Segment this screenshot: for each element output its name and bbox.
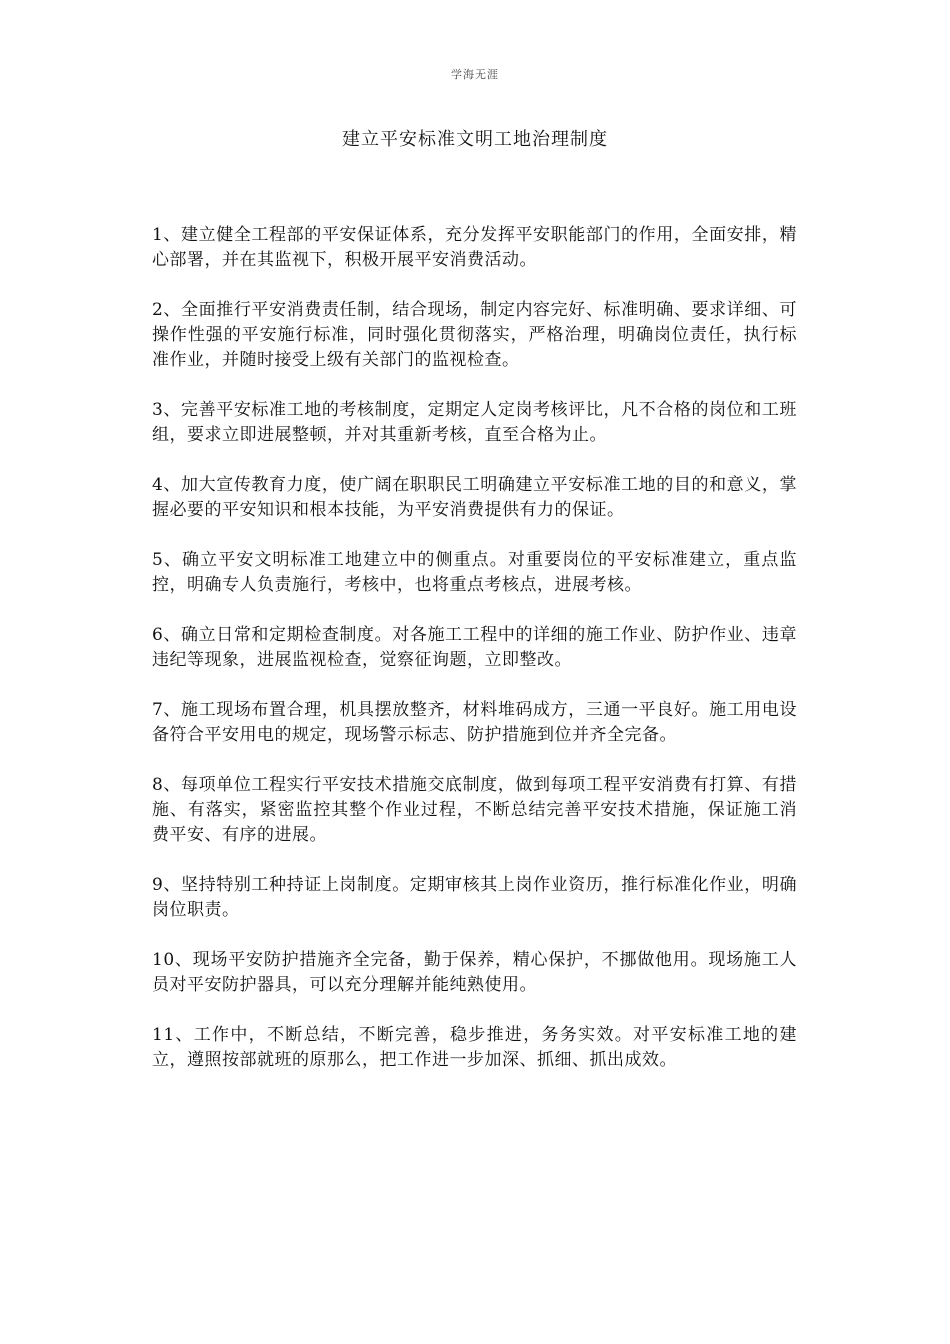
paragraph: 11、工作中，不断总结，不断完善，稳步推进，务务实效。对平安标准工地的建立，遵照按部就班的原那么，把工作进一步加深、抓细、抓出成效。 — [152, 1025, 797, 1070]
page-header: 学海无涯 — [451, 68, 499, 81]
paragraph: 4、加大宣传教育力度，使广阔在职职民工明确建立平安标准工地的目的和意义，掌握必要的平安知识和根本技能，为平安消费提供有力的保证。 — [152, 475, 797, 520]
paragraph: 5、确立平安文明标准工地建立中的侧重点。对重要岗位的平安标准建立，重点监控，明确专人负责施行，考核中，也将重点考核点，进展考核。 — [152, 550, 797, 595]
document-title: 建立平安标准文明工地治理制度 — [342, 129, 608, 150]
paragraph: 9、坚持特别工种持证上岗制度。定期审核其上岗作业资历，推行标准化作业，明确岗位职责。 — [152, 875, 797, 920]
document-body — [152, 223, 797, 1098]
paragraph: 8、每项单位工程实行平安技术措施交底制度，做到每项工程平安消费有打算、有措施、有落实，紧密监控其整个作业过程，不断总结完善平安技术措施，保证施工消费平安、有序的进展。 — [152, 775, 797, 845]
paragraph: 1、建立健全工程部的平安保证体系，充分发挥平安职能部门的作用，全面安排，精心部署，并在其监视下，积极开展平安消费活动。 — [152, 225, 797, 270]
paragraph: 2、全面推行平安消费责任制，结合现场，制定内容完好、标准明确、要求详细、可操作性强的平安施行标准，同时强化贯彻落实，严格治理，明确岗位责任，执行标准作业，并随时接受上级有关部门的监视检查。 — [152, 300, 797, 370]
paragraph: 3、完善平安标准工地的考核制度，定期定人定岗考核评比，凡不合格的岗位和工班组，要求立即进展整顿，并对其重新考核，直至合格为止。 — [152, 400, 797, 445]
paragraph: 6、确立日常和定期检查制度。对各施工工程中的详细的施工作业、防护作业、违章违纪等现象，进展监视检查，觉察征询题，立即整改。 — [152, 625, 797, 670]
paragraph: 7、施工现场布置合理，机具摆放整齐，材料堆码成方，三通一平良好。施工用电设备符合平安用电的规定，现场警示标志、防护措施到位并齐全完备。 — [152, 700, 797, 745]
paragraph: 10、现场平安防护措施齐全完备，勤于保养，精心保护，不挪做他用。现场施工人员对平安防护器具，可以充分理解并能纯熟使用。 — [152, 950, 797, 995]
